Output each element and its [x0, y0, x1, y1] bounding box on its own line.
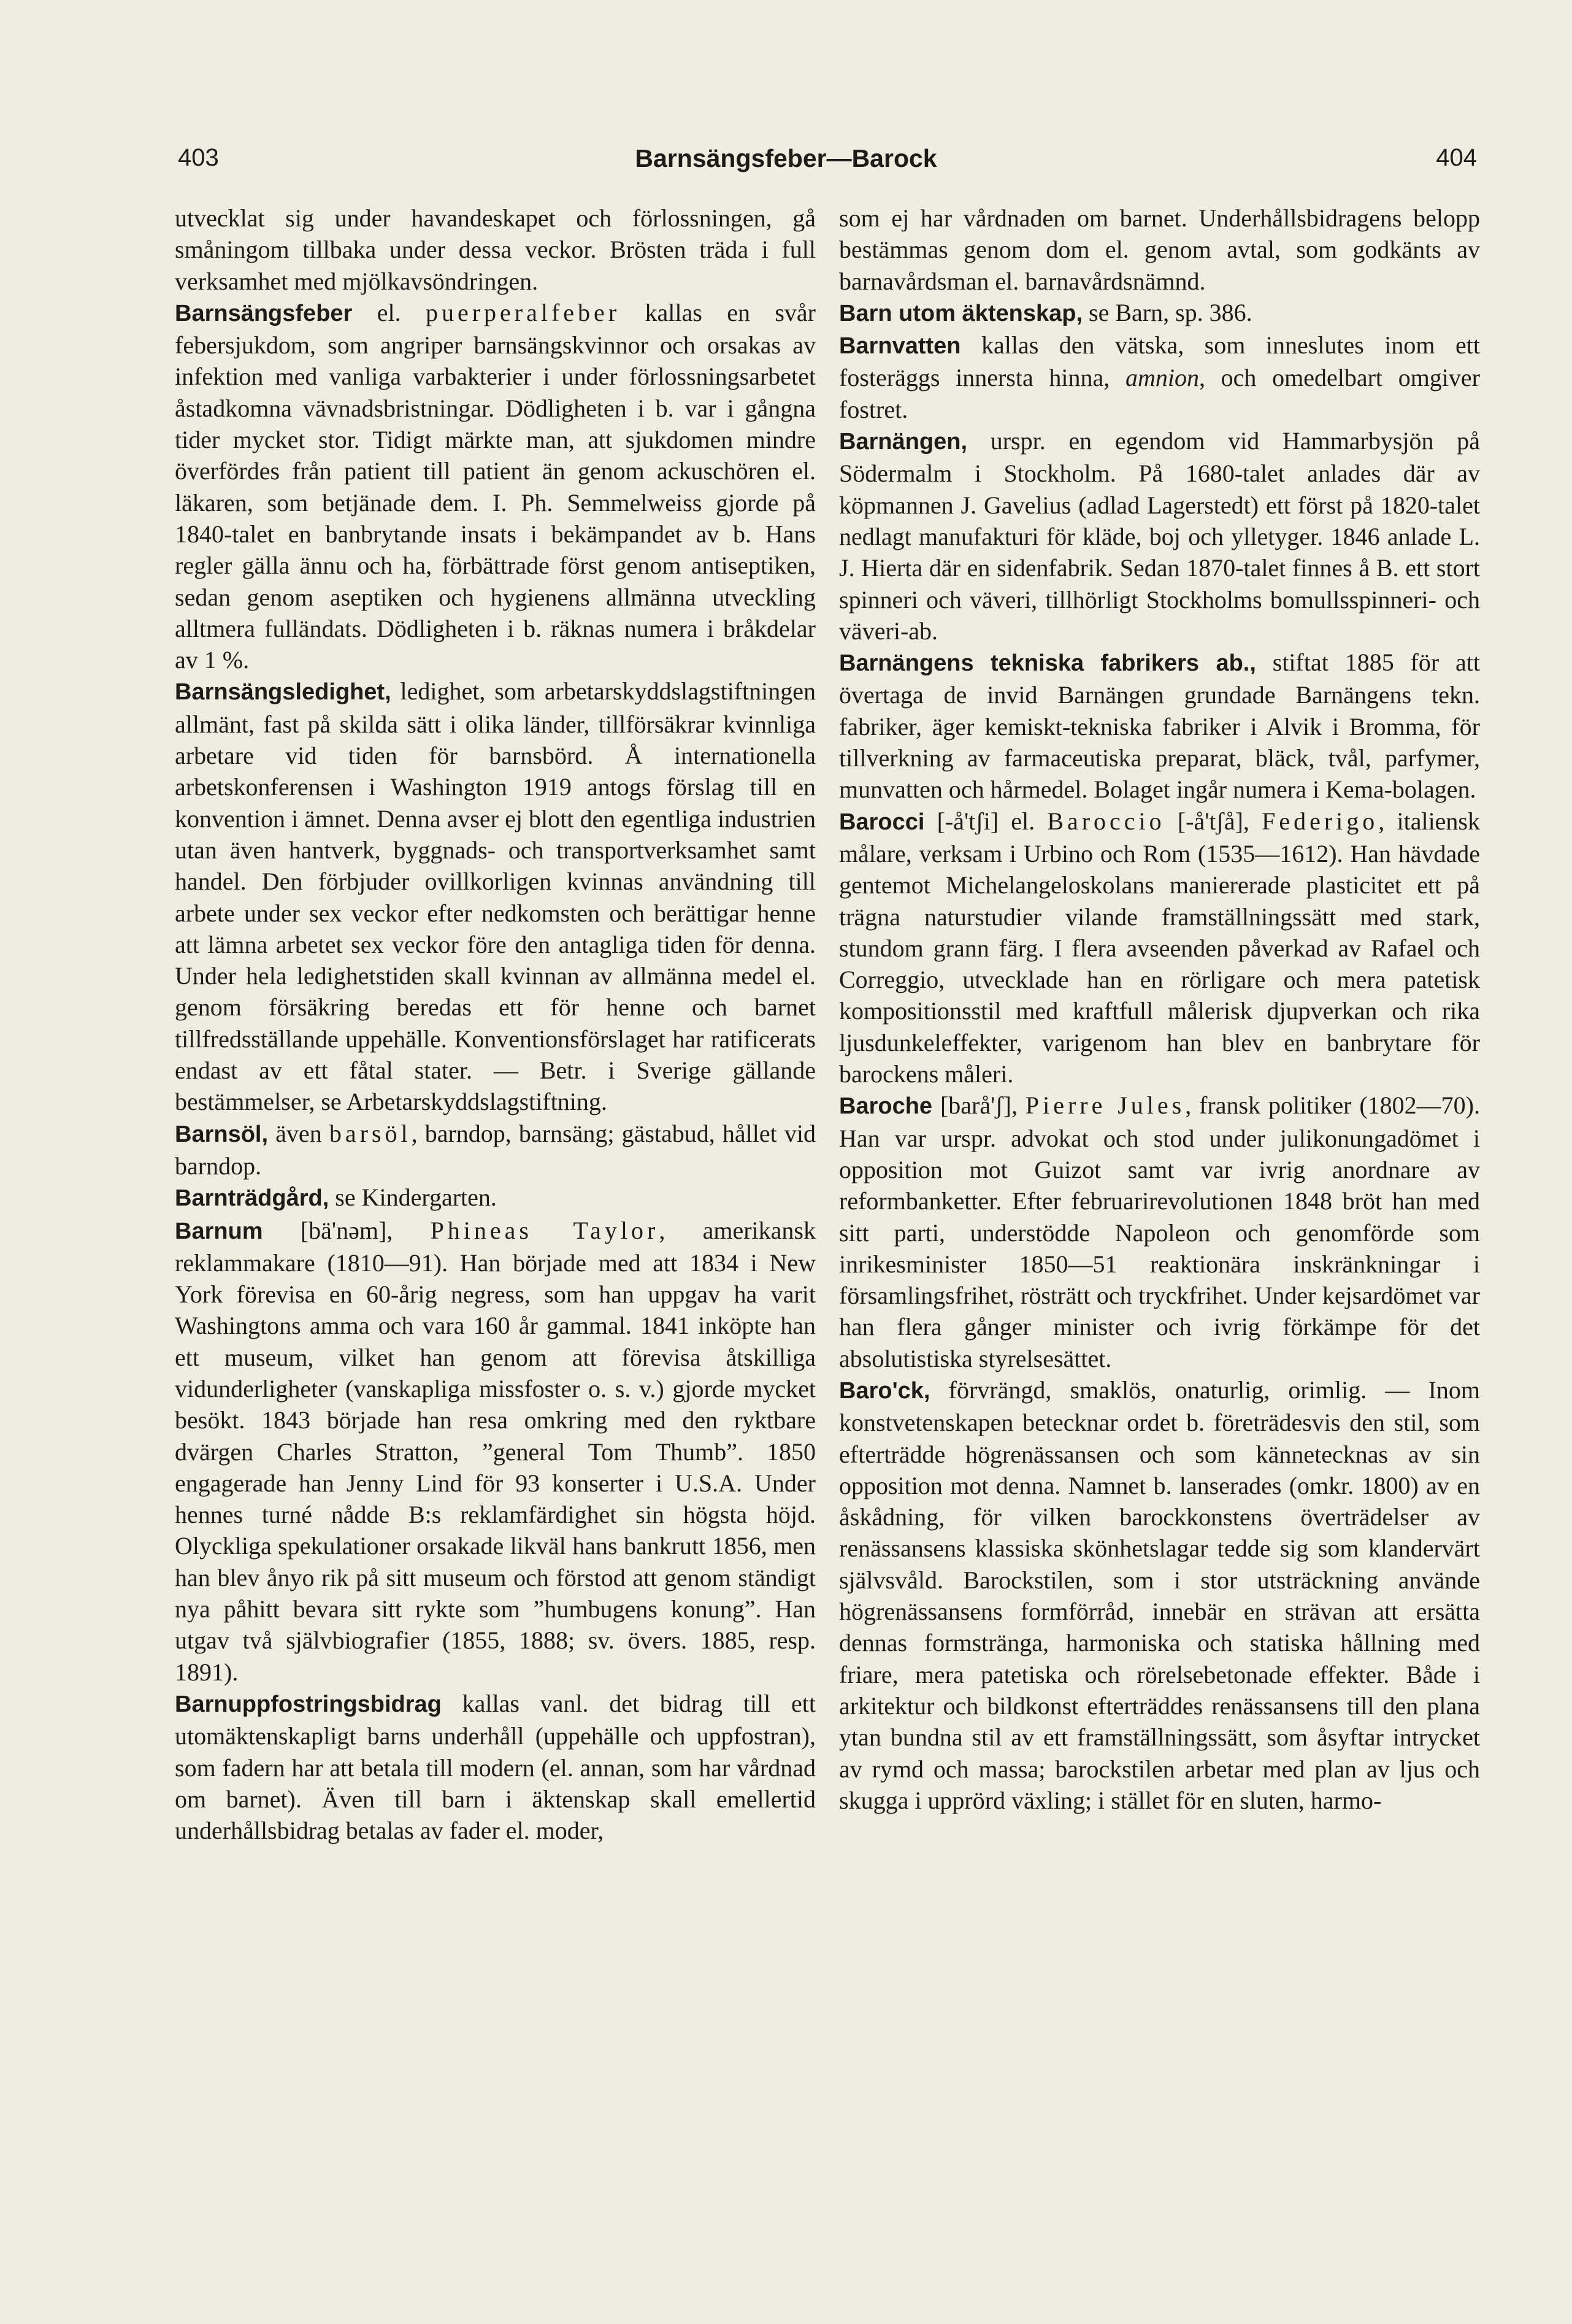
- entry-text: se Barn, sp. 386.: [1083, 298, 1252, 326]
- entry-text: stiftat 1885 för att övertaga de invid Barnängen grundade Barnängens tekn. fabriker, äger kemiskt-tekniska fabriker i Alvik i Bromma, för tillverkning av farmaceutiska preparat, bläck, tvål, parfymer, munvatten och hårmedel. Bolaget ingår numera i Kema-bolagen.: [839, 648, 1480, 804]
- entry-headword: Barn utom äktenskap,: [839, 300, 1083, 326]
- entry-headword: Barnsängsfeber: [175, 300, 353, 326]
- entry-text: urspr. en egendom vid Hammarbysjön på Södermalm i Stockholm. På 1680-talet anlades där av köpmannen J. Gavelius (adlad Lagerstedt) ett först på 1820-talet nedlagt manufakturi för kläde, boj och ylletyger. 1846 anlade L. J. Hierta där en sidenfabrik. Sedan 1870-talet finnes å B. ett stort spinneri och väveri, tillhörligt Stockholms bomullsspinneri- och väveri-ab.: [839, 427, 1480, 645]
- entry: [839, 647, 1480, 805]
- entry-headword: Baroche: [839, 1093, 933, 1120]
- page-number-right: 404: [1436, 144, 1477, 171]
- entry: [175, 297, 816, 676]
- entry-text: kallas vanl. det bidrag till ett utomäktenskapligt barns underhåll (uppehälle och uppfostran), som fadern har att betala till modern (el. annan, som har vårdnad om barnet). Även till barn i äktenskap skall emellertid underhållsbidrag betalas av fader el. moder,: [175, 1689, 816, 1845]
- left-column: [175, 202, 816, 2184]
- entry-text: el.: [352, 298, 426, 326]
- entry: [175, 675, 816, 1117]
- entry: [839, 1374, 1480, 1816]
- entry-text: [barå'ʃ],: [932, 1091, 1026, 1120]
- running-title: Barnsängsfeber—Barock: [635, 144, 937, 172]
- entry: [175, 1182, 816, 1214]
- entry: [839, 329, 1480, 425]
- entry-text: Phineas Taylor: [430, 1216, 659, 1244]
- entry-headword: Baro'ck,: [839, 1377, 930, 1404]
- entry-headword: Barnum: [175, 1218, 263, 1244]
- entry-text: [bä'nəm],: [263, 1216, 431, 1244]
- entry-text: som ej har vårdnaden om barnet. Underhållsbidragens belopp bestämmas genom dom el. genom avtal, som godkänts av barnavårdsman el. barnavårdsnämnd.: [839, 204, 1480, 295]
- entry: [175, 1118, 816, 1182]
- entry: [175, 202, 816, 297]
- entry-text: [-å'tʃi] el.: [924, 807, 1048, 835]
- entry-text: , och omedelbart omgiver fostret.: [839, 364, 1480, 423]
- entry-text: barsöl: [329, 1119, 412, 1147]
- entry-headword: Barnängens tekniska fabrikers ab.,: [839, 650, 1256, 677]
- entry-text: utvecklat sig under havandeskapet och förlossningen, gå småningom tillbaka under dessa veckor. Brösten träda i full verksamhet med mjölkavsöndringen.: [175, 204, 816, 295]
- entry-headword: Barocci: [839, 809, 925, 835]
- entry: [839, 425, 1480, 647]
- entry: [839, 202, 1480, 297]
- entry-text: [-å'tʃå],: [1165, 807, 1262, 835]
- entry-text: puerperalfeber: [425, 298, 621, 326]
- page-header: [0, 144, 1572, 181]
- entry-text: , barndop, barnsäng; gästabud, hållet vid barndop.: [175, 1119, 816, 1180]
- entry: [175, 1215, 816, 1688]
- entry: [839, 297, 1480, 329]
- right-column: [839, 202, 1480, 2184]
- entry-text: kallas en svår febersjukdom, som angriper barnsängskvinnor och orsakas av infektion med vanliga varbakterier i under förlossningsarbetet åstadkomna vävnadsbristningar. Dödligheten i b. var i gångna tider mycket stor. Tidigt märkte man, att sjukdomen mindre överfördes från patient till patient än genom ackuschören el. läkaren, som betjänade dem. I. Ph. Semmelweiss gjorde på 1840-talet en banbrytande insats i bekämpandet av b. Hans regler gälla ännu och ha, förbättrade först genom antiseptiken, sedan genom aseptiken och hygienens allmänna utveckling alltmera fulländats. Dödligheten i b. räknas numera i bråkdelar av 1 %.: [175, 298, 816, 674]
- entry: [839, 1090, 1480, 1374]
- entry-headword: Barnsängsledighet,: [175, 679, 391, 706]
- entry-headword: Barnuppfostringsbidrag: [175, 1691, 442, 1717]
- entry-text: även: [268, 1119, 329, 1147]
- entry-text: , italiensk målare, verksam i Urbino och Rom (1535—1612). Han hävdade gentemot Michelangeloskolans maniererade plasticitet ett på trägna naturstudier vilande framställningssätt med stark, stundom grann färg. I flera avseenden påverkad av Rafael och Correggio, utvecklade han en rörligare och mera patetisk kompositionsstil med kraftfull målerisk djupverkan och rika ljusdunkeleffekter, varigenom han blev en banbrytare för barockens måleri.: [839, 807, 1480, 1088]
- entry-text: ledighet, som arbetarskyddslagstiftningen allmänt, fast på skilda sätt i olika länder, tillförsäkrar kvinnliga arbetare vid tiden för barnsbörd. Å internationella arbetskonferensen i Washington 1919 antogs förslag till en konvention i ämnet. Denna avser ej blott den egentliga industrien utan även hantverk, byggnads- och transportverksamhet samt handel. Den förbjuder ovillkorligen kvinnas användning till arbete under sex veckor efter nedkomsten och berättigar henne att lämna arbetet sex veckor före den antagliga tiden för denna. Under hela ledighetstiden skall kvinnan av allmänna medel el. genom försäkring beredas ett för henne och barnet tillfredsställande uppehälle. Konventionsförslaget har ratificerats endast av ett fåtal stater. — Betr. i Sverige gällande bestämmelser, se Arbetarskyddslagstiftning.: [175, 677, 816, 1116]
- entry: [839, 806, 1480, 1090]
- entry-text: se Kindergarten.: [329, 1183, 497, 1212]
- entry-text: , amerikansk reklammakare (1810—91). Han började med att 1834 i New York förevisa en 60-årig negress, som han uppgav ha varit Washingtons amma och vara 160 år gammal. 1841 inköpte han ett museum, vilket han genom att förevisa åtskilliga vidunderligheter (vanskapliga missfoster o. s. v.) gjorde mycket besökt. 1843 började han resa omkring med den ryktbare dvärgen Charles Stratton, ”general Tom Thumb”. 1850 engagerade han Jenny Lind för 93 konserter i U.S.A. Under hennes turné nådde B:s reklamfärdighet sin högsta höjd. Olyckliga spekulationer orsakade likväl hans bankrutt 1856, men han blev ånyo rik på sitt museum och förstod att genom ständigt nya påhitt bevara sitt rykte som ”humbugens konung”. Han utgav två självbiografier (1855, 1888; sv. övers. 1885, resp. 1891).: [175, 1216, 816, 1686]
- entry-text: , fransk politiker (1802—70). Han var urspr. advokat och stod under julikonungadömet i opposition mot Guizot samt var ivrig anordnare av reformbanketter. Efter februarirevolutionen 1848 bröt han med sitt parti, understödde Napoleon och genomförde som inrikesminister 1850—51 reaktionära inskränkningar i församlingsfrihet, rösträtt och tryckfrihet. Under kejsardömet var han flera gånger minister och ivrig förkämpe för det absolutistiska styrelsesättet.: [839, 1091, 1480, 1372]
- entry-headword: Barnängen,: [839, 429, 968, 455]
- entry-text: Pierre Jules: [1025, 1091, 1186, 1120]
- entry-text: förvrängd, smaklös, onaturlig, orimlig. — Inom konstvetenskapen betecknar ordet b. företrädesvis den stil, som efterträdde högrenässansen och som kännetecknas av sin opposition mot denna. Namnet b. lanserades (omkr. 1800) av en åskådning, för vilken barockkonstens överträdelser av renässansens klassiska skönhetslagar tedde sig som klandervärt självsvåld. Barockstilen, som i stor utsträckning använde högrenässansens formförråd, innebär en strävan att ersätta dennas formstränga, harmoniska och statiska hållning med friare, mera patetiska och rörelsebetonade effekter. Både i arkitektur och bildkonst efterträddes renässansens till den plana ytan bundna stil av ett framställningssätt, som åsyftar intrycket av rymd och massa; barockstilen arbetar med plan av ljus och skugga i upprörd växling; i stället för en sluten, harmo-: [839, 1376, 1480, 1814]
- entry-text: Baroccio: [1047, 807, 1165, 835]
- entry-text: Federigo: [1262, 807, 1379, 835]
- entry: [175, 1688, 816, 1846]
- entry-headword: Barnvatten: [839, 333, 961, 360]
- page-number-left: 403: [178, 144, 219, 171]
- entry-text: amnion: [1125, 364, 1199, 392]
- entry-headword: Barnträdgård,: [175, 1185, 329, 1212]
- entry-text: kallas den vätska, som inneslutes inom ett fosteräggs innersta hinna,: [839, 331, 1480, 392]
- entry-headword: Barnsöl,: [175, 1121, 269, 1147]
